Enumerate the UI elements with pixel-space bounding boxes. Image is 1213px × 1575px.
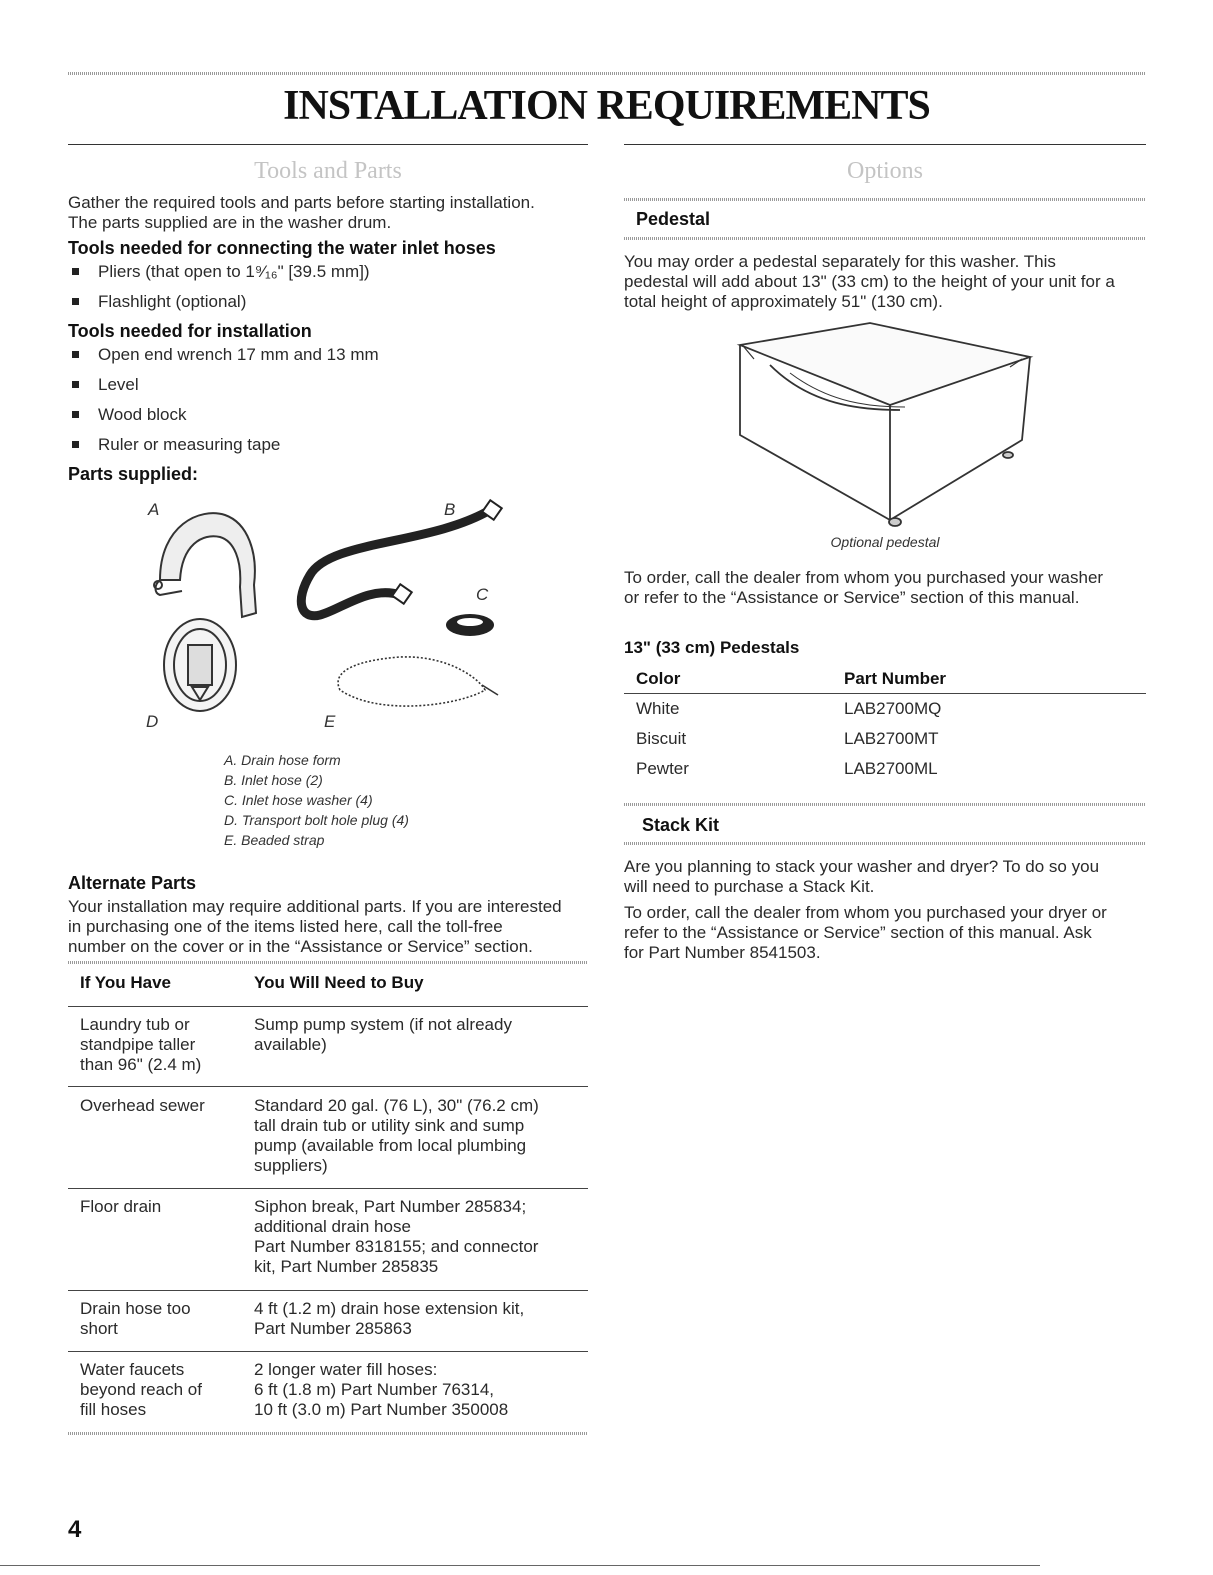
- cell-line: than 96" (2.4 m): [80, 1055, 202, 1074]
- figure-letter-e: E: [324, 712, 336, 731]
- text-line: total height of approximately 51" (130 cm).: [624, 292, 943, 311]
- stack-kit-text-2: [624, 903, 1107, 963]
- cell-line: Drain hose too: [80, 1299, 191, 1318]
- table-cell-buy: [254, 1096, 574, 1176]
- table-row-rule: [68, 1351, 588, 1352]
- pedestal-heading: Pedestal: [636, 209, 711, 229]
- parts-legend: [224, 750, 409, 850]
- cell-line: Part Number 8318155; and connector: [254, 1237, 539, 1256]
- text-line: To order, call the dealer from whom you purchased your dryer or: [624, 903, 1107, 922]
- table-cell-have: [80, 1299, 250, 1339]
- pedestal-caption: Optional pedestal: [830, 534, 940, 550]
- right-section-rule: [624, 144, 1146, 145]
- table-cell-buy: [254, 1299, 574, 1339]
- table-row-rule: [68, 1086, 588, 1087]
- inlet-hose-washer-illustration: [446, 614, 494, 636]
- stack-top-border: [624, 803, 1146, 806]
- alternate-parts-heading: Alternate Parts: [68, 873, 197, 893]
- hoses-tools-heading: Tools needed for connecting the water inlet hoses: [68, 238, 496, 258]
- pedestal-part: LAB2700MQ: [844, 699, 942, 718]
- list-item: Ruler or measuring tape: [68, 435, 588, 465]
- top-border: [68, 72, 1146, 75]
- figure-letter-b: B: [444, 500, 456, 519]
- list-item: Open end wrench 17 mm and 13 mm: [68, 345, 588, 375]
- table-cell-buy: [254, 1015, 574, 1055]
- cell-line: Standard 20 gal. (76 L), 30" (76.2 cm): [254, 1096, 539, 1115]
- options-heading: Options: [846, 158, 923, 184]
- cell-line: standpipe taller: [80, 1035, 196, 1054]
- list-item: Pliers (that open to 1⁹⁄₁₆" [39.5 mm]): [68, 262, 588, 292]
- text-line: for Part Number 8541503.: [624, 943, 821, 962]
- table-header-rule: [68, 1006, 588, 1007]
- figure-letter-d: D: [146, 712, 159, 731]
- legend-item: D. Transport bolt hole plug (4): [224, 812, 409, 828]
- cell-line: 10 ft (3.0 m) Part Number 350008: [254, 1400, 509, 1419]
- tools-parts-heading: Tools and Parts: [254, 158, 402, 184]
- table-row-rule: [68, 1188, 588, 1189]
- cell-line: Part Number 285863: [254, 1319, 412, 1338]
- bottom-border: [0, 1565, 1040, 1566]
- alternate-parts-text-3: number on the cover or in the “Assistance or Service” section.: [68, 937, 533, 956]
- cell-line: beyond reach of: [80, 1380, 202, 1399]
- parts-supplied-heading: Parts supplied:: [68, 464, 199, 484]
- inlet-hose-illustration: [301, 500, 501, 616]
- install-tools-list: [68, 345, 588, 465]
- pedestal-text: [624, 252, 1115, 312]
- parts-supplied-figure: [130, 495, 530, 740]
- cell-line: additional drain hose: [254, 1217, 411, 1236]
- cell-line: Floor drain: [80, 1197, 162, 1216]
- legend-item: E. Beaded strap: [224, 832, 325, 848]
- cell-line: suppliers): [254, 1156, 328, 1175]
- alternate-parts-text-1: Your installation may require additional parts. If you are interested: [68, 897, 562, 916]
- list-item: Level: [68, 375, 588, 405]
- drain-hose-form-illustration: [154, 513, 256, 617]
- text-line: You may order a pedestal separately for this washer. This: [624, 252, 1056, 271]
- col-buy-header: You Will Need to Buy: [254, 973, 424, 992]
- col-part-header: Part Number: [844, 669, 947, 688]
- text-line: refer to the “Assistance or Service” section of this manual. Ask: [624, 923, 1092, 942]
- table-top-border: [68, 961, 588, 964]
- table-cell-have: [80, 1096, 250, 1116]
- transport-bolt-plug-illustration: [164, 619, 236, 711]
- pedestal-top-border: [624, 198, 1146, 201]
- col-color-header: Color: [636, 669, 681, 688]
- cell-line: 2 longer water fill hoses:: [254, 1360, 438, 1379]
- cell-line: kit, Part Number 285835: [254, 1257, 439, 1276]
- table-cell-have: [80, 1015, 250, 1075]
- pedestal-part: LAB2700MT: [844, 729, 939, 748]
- list-item: Flashlight (optional): [68, 292, 588, 322]
- text-line: pedestal will add about 13" (33 cm) to the height of your unit for a: [624, 272, 1115, 291]
- cell-line: short: [80, 1319, 118, 1338]
- pedestal-illustration: [730, 315, 1040, 530]
- cell-line: 6 ft (1.8 m) Part Number 76314,: [254, 1380, 494, 1399]
- left-section-rule: [68, 144, 588, 145]
- pedestal-color: White: [636, 699, 680, 718]
- page-title: INSTALLATION REQUIREMENTS: [283, 83, 930, 129]
- cell-line: 4 ft (1.2 m) drain hose extension kit,: [254, 1299, 525, 1318]
- cell-line: pump (available from local plumbing: [254, 1136, 527, 1155]
- legend-item: C. Inlet hose washer (4): [224, 792, 373, 808]
- table-cell-have: [80, 1197, 250, 1217]
- legend-item: B. Inlet hose (2): [224, 772, 323, 788]
- table-bottom-border: [68, 1432, 588, 1435]
- cell-line: Water faucets: [80, 1360, 185, 1379]
- pedestal-order-text: [624, 568, 1103, 608]
- cell-line: available): [254, 1035, 327, 1054]
- table-cell-buy: [254, 1197, 574, 1277]
- install-tools-heading: Tools needed for installation: [68, 321, 312, 341]
- cell-line: tall drain tub or utility sink and sump: [254, 1116, 525, 1135]
- cell-line: Sump pump system (if not already: [254, 1015, 512, 1034]
- legend-item: A. Drain hose form: [224, 752, 341, 768]
- text-line: Are you planning to stack your washer and dryer? To do so you: [624, 857, 1100, 876]
- cell-line: Overhead sewer: [80, 1096, 205, 1115]
- beaded-strap-illustration: [338, 657, 498, 706]
- cell-line: fill hoses: [80, 1400, 147, 1419]
- list-item: Wood block: [68, 405, 588, 435]
- figure-letter-a: A: [148, 500, 160, 519]
- pedestal-color: Biscuit: [636, 729, 687, 748]
- page-number: 4: [68, 1516, 82, 1543]
- hoses-tools-list: [68, 262, 588, 322]
- pedestals-header-rule: [624, 693, 1146, 694]
- tools-intro-1: Gather the required tools and parts before starting installation.: [68, 193, 535, 212]
- stack-bottom-border: [624, 842, 1146, 845]
- cell-line: Siphon break, Part Number 285834;: [254, 1197, 527, 1216]
- text-line: or refer to the “Assistance or Service” section of this manual.: [624, 588, 1080, 607]
- table-row-rule: [68, 1290, 588, 1291]
- alternate-parts-text-2: in purchasing one of the items listed here, call the toll-free: [68, 917, 503, 936]
- pedestals-table-title: 13" (33 cm) Pedestals: [624, 638, 800, 657]
- col-have-header: If You Have: [80, 973, 172, 992]
- figure-letter-c: C: [476, 585, 489, 604]
- table-cell-have: [80, 1360, 250, 1420]
- pedestal-bottom-border: [624, 237, 1146, 240]
- stack-kit-heading: Stack Kit: [642, 815, 720, 835]
- cell-line: Laundry tub or: [80, 1015, 190, 1034]
- text-line: To order, call the dealer from whom you purchased your washer: [624, 568, 1104, 587]
- pedestal-part: LAB2700ML: [844, 759, 938, 778]
- stack-kit-text-1: [624, 857, 1099, 897]
- text-line: will need to purchase a Stack Kit.: [624, 877, 875, 896]
- tools-intro-2: The parts supplied are in the washer drum.: [68, 213, 392, 232]
- pedestal-color: Pewter: [636, 759, 689, 778]
- table-cell-buy: [254, 1360, 574, 1420]
